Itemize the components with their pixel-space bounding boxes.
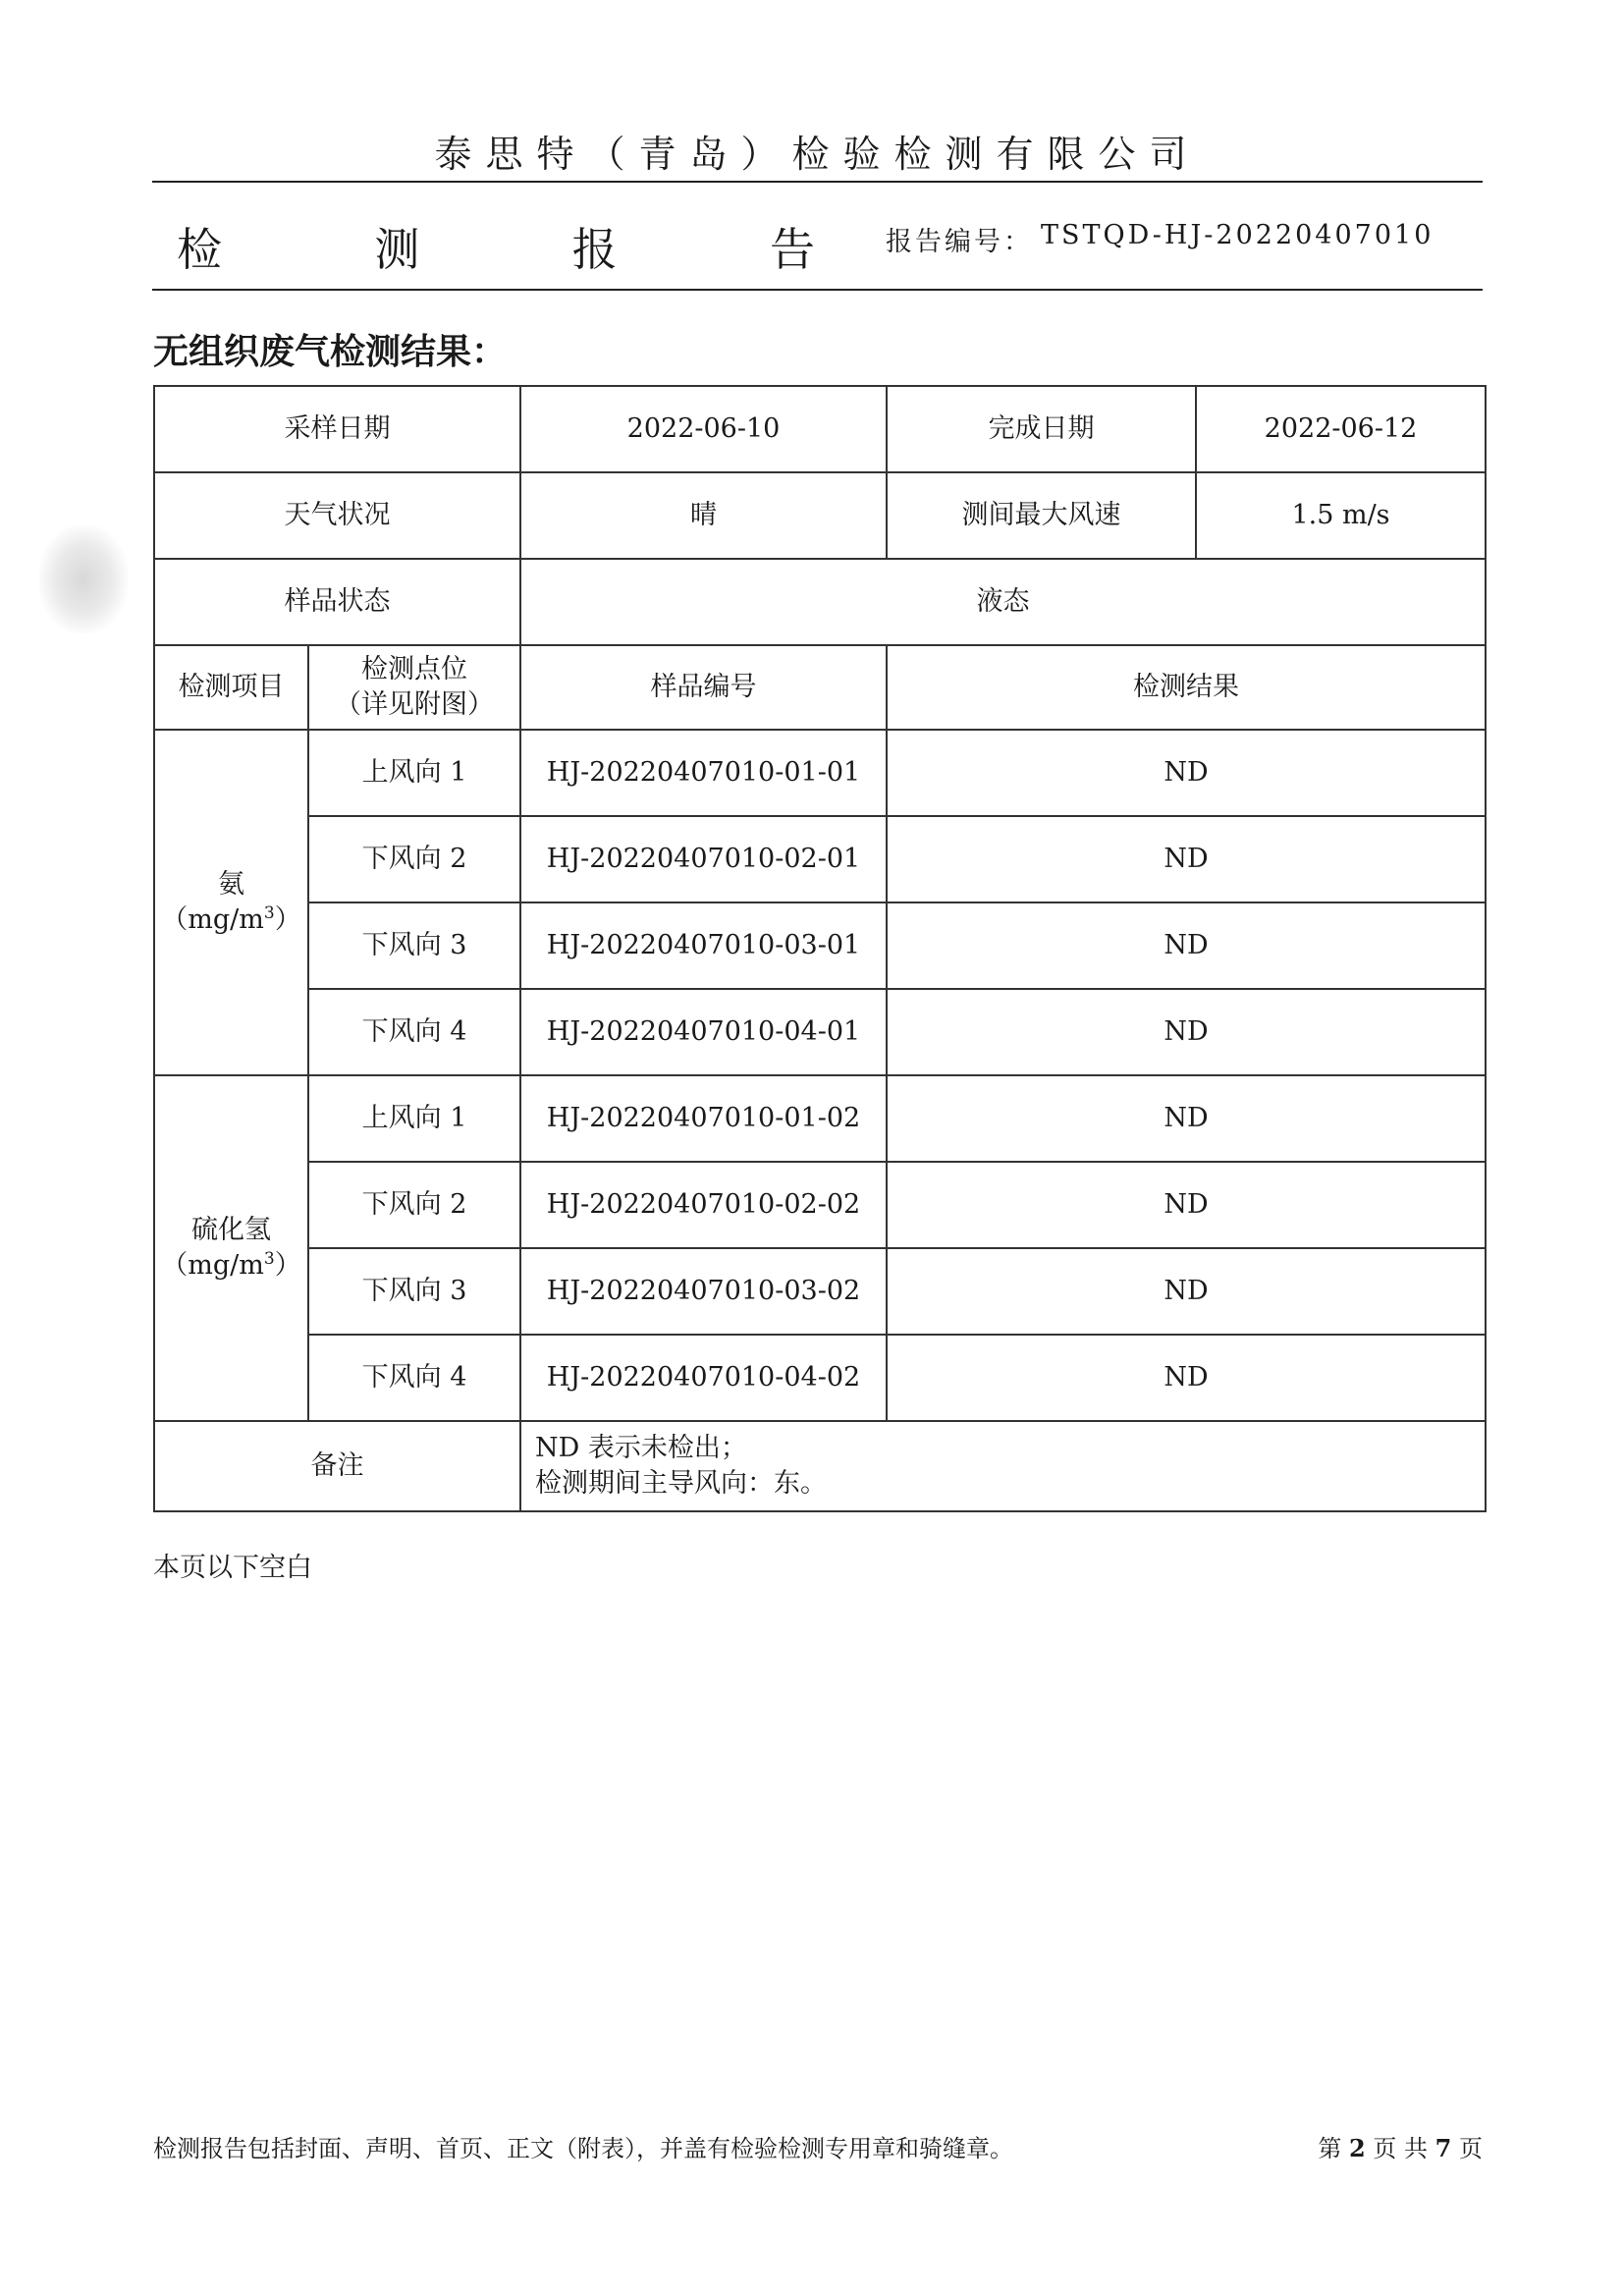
info-row-weather xyxy=(154,472,1486,559)
sample-no-cell: HJ-20220407010-02-01 xyxy=(520,816,887,902)
remarks-label: 备注 xyxy=(154,1421,520,1511)
column-header-row xyxy=(154,645,1486,730)
table-row xyxy=(154,816,1486,902)
info-row-state xyxy=(154,559,1486,645)
col-header-item: 检测项目 xyxy=(154,645,308,730)
table-row xyxy=(154,989,1486,1075)
report-title-char-1: 检 xyxy=(177,223,222,276)
point-cell: 下风向 2 xyxy=(308,1162,520,1248)
result-cell: ND xyxy=(887,989,1486,1075)
remarks-line-2: 检测期间主导风向：东。 xyxy=(535,1468,827,1499)
page-current: 2 xyxy=(1349,2134,1366,2162)
weather-value: 晴 xyxy=(520,472,887,559)
result-cell: ND xyxy=(887,1335,1486,1421)
group-ammonia-unit: $(mg/m^3)$ xyxy=(161,903,301,935)
table-row xyxy=(154,1075,1486,1162)
point-cell: 下风向 3 xyxy=(308,902,520,989)
remarks-content xyxy=(520,1421,1486,1511)
result-cell: ND xyxy=(887,730,1486,816)
result-cell: ND xyxy=(887,1075,1486,1162)
header-rule-top xyxy=(152,181,1483,183)
report-title-char-4: 告 xyxy=(769,223,815,276)
table-row xyxy=(154,902,1486,989)
section-title: 无组织废气检测结果： xyxy=(153,331,508,372)
sample-state-value: 液态 xyxy=(520,559,1486,645)
result-cell: ND xyxy=(887,816,1486,902)
sample-no-cell: HJ-20220407010-02-02 xyxy=(520,1162,887,1248)
report-number xyxy=(886,220,1434,258)
sample-state-label: 样品状态 xyxy=(154,559,520,645)
remarks-row xyxy=(154,1421,1486,1511)
table-row xyxy=(154,1335,1486,1421)
weather-label: 天气状况 xyxy=(154,472,520,559)
wind-value: 1.5 m/s xyxy=(1196,472,1486,559)
group-h2s-cell xyxy=(154,1075,308,1421)
point-cell: 下风向 4 xyxy=(308,1335,520,1421)
sample-no-cell: HJ-20220407010-04-02 xyxy=(520,1335,887,1421)
point-cell: 上风向 1 xyxy=(308,730,520,816)
sample-no-cell: HJ-20220407010-03-02 xyxy=(520,1248,887,1335)
report-number-label: 报告编号： xyxy=(886,227,1033,257)
report-title-char-2: 测 xyxy=(374,223,420,276)
report-title-char-3: 报 xyxy=(571,223,618,276)
finish-date-label: 完成日期 xyxy=(887,386,1196,472)
point-cell: 下风向 4 xyxy=(308,989,520,1075)
col-header-result: 检测结果 xyxy=(887,645,1486,730)
report-title xyxy=(177,214,815,279)
page-indicator: 第 2 页 共 7 页 xyxy=(1318,2134,1483,2162)
group-ammonia-cell xyxy=(154,730,308,1075)
result-cell: ND xyxy=(887,1248,1486,1335)
scan-smudge xyxy=(39,525,128,633)
point-cell: 上风向 1 xyxy=(308,1075,520,1162)
sample-no-cell: HJ-20220407010-03-01 xyxy=(520,902,887,989)
page-total: 7 xyxy=(1434,2134,1452,2162)
company-name: 泰思特（青岛）检验检测有限公司 xyxy=(434,133,1201,176)
sample-date-value: 2022-06-10 xyxy=(520,386,887,472)
point-cell: 下风向 3 xyxy=(308,1248,520,1335)
results-table xyxy=(153,385,1487,1512)
table-row xyxy=(154,1162,1486,1248)
finish-date-value: 2022-06-12 xyxy=(1196,386,1486,472)
sample-no-cell: HJ-20220407010-04-01 xyxy=(520,989,887,1075)
sample-date-label: 采样日期 xyxy=(154,386,520,472)
table-row xyxy=(154,730,1486,816)
col-header-point-line2: （详见附图） xyxy=(335,689,494,720)
group-h2s-unit: $(mg/m^3)$ xyxy=(161,1249,301,1281)
result-cell: ND xyxy=(887,902,1486,989)
info-row-dates xyxy=(154,386,1486,472)
group-ammonia-name: 氨 xyxy=(218,868,244,900)
footer-note: 检测报告包括封面、声明、首页、正文（附表），并盖有检验检测专用章和骑缝章。 xyxy=(153,2135,1013,2162)
sample-no-cell: HJ-20220407010-01-01 xyxy=(520,730,887,816)
col-header-sample-no: 样品编号 xyxy=(520,645,887,730)
wind-label: 测间最大风速 xyxy=(887,472,1196,559)
result-cell: ND xyxy=(887,1162,1486,1248)
point-cell: 下风向 2 xyxy=(308,816,520,902)
table-row xyxy=(154,1248,1486,1335)
report-number-value: TSTQD-HJ-20220407010 xyxy=(1041,220,1434,250)
header-rule-bottom xyxy=(152,289,1483,291)
remarks-line-1: ND 表示未检出； xyxy=(535,1432,747,1463)
col-header-point-line1: 检测点位 xyxy=(361,653,467,684)
col-header-point xyxy=(308,645,520,730)
sample-no-cell: HJ-20220407010-01-02 xyxy=(520,1075,887,1162)
group-h2s-name: 硫化氢 xyxy=(191,1214,271,1245)
page-blank-note: 本页以下空白 xyxy=(153,1553,312,1583)
